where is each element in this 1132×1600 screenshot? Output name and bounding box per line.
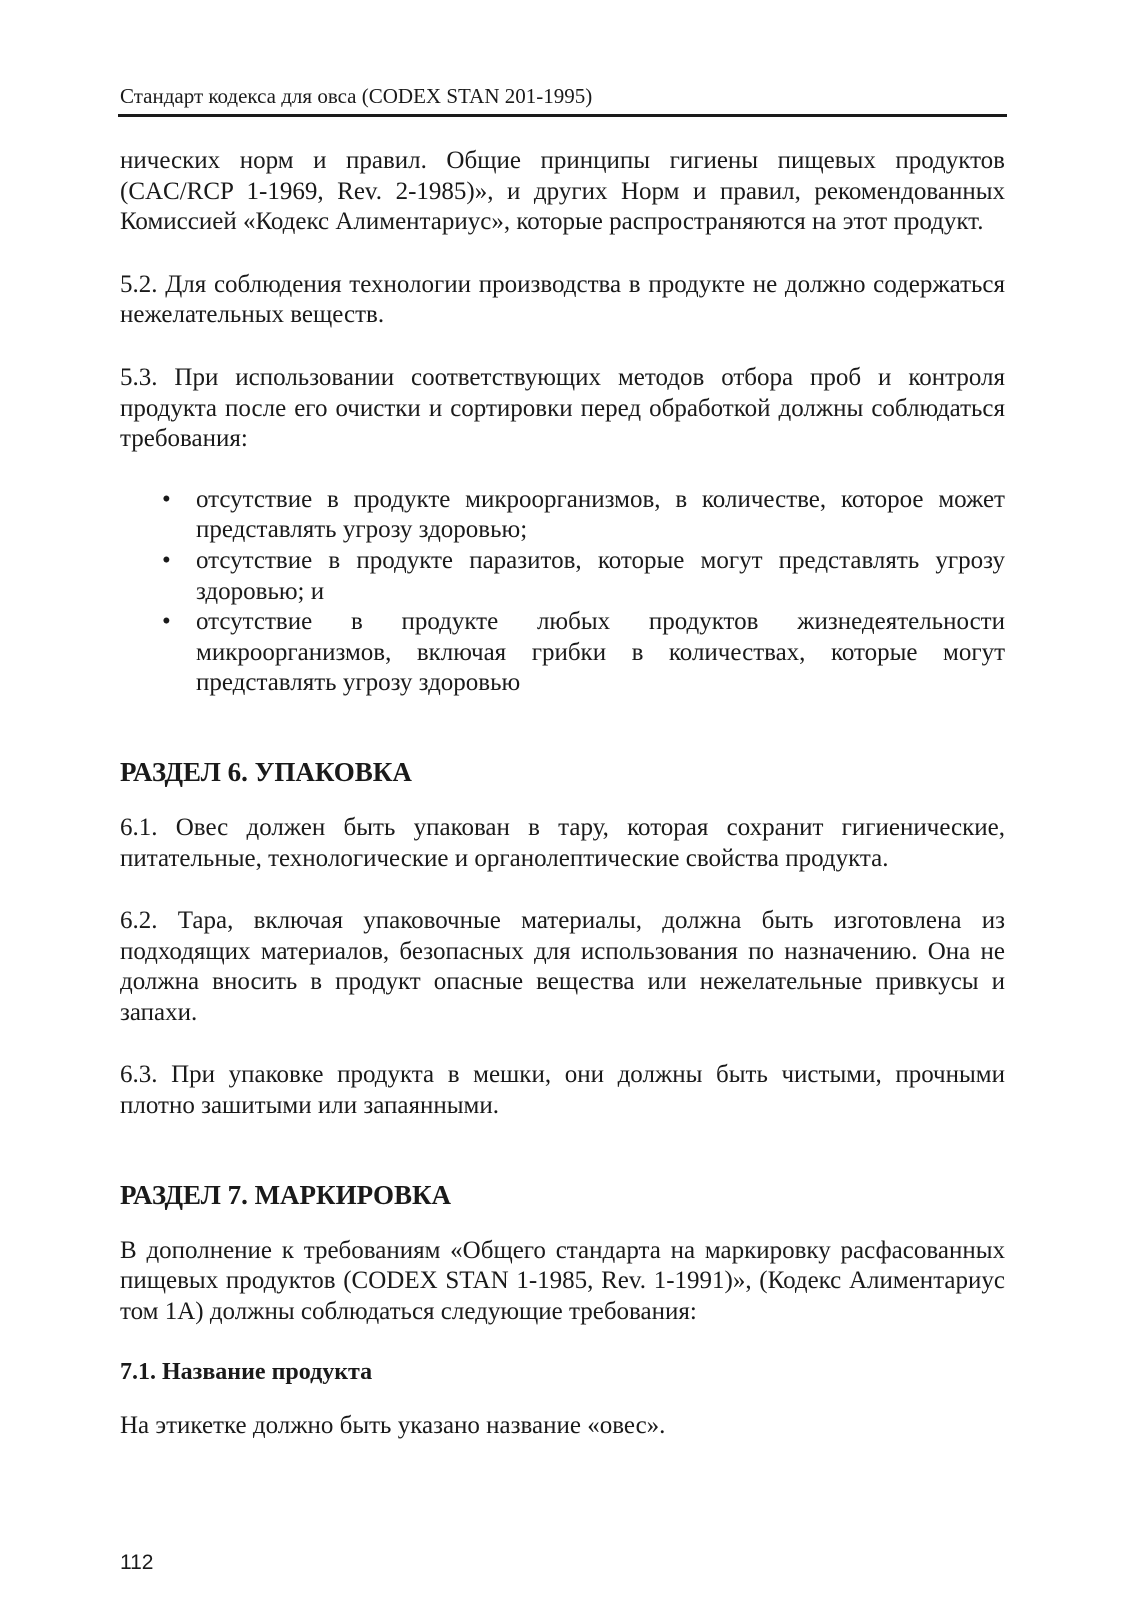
header-rule xyxy=(118,114,1007,117)
bullet-icon: • xyxy=(162,546,171,574)
list-item xyxy=(162,546,1005,607)
subsection-7-1-heading: 7.1. Название продукта xyxy=(120,1359,373,1386)
section-7-heading: РАЗДЕЛ 7. МАРКИРОВКА xyxy=(120,1179,452,1210)
paragraph-7-1: На этикетке должно быть указано название «овес». xyxy=(120,1412,666,1440)
section-6-heading: РАЗДЕЛ 6. УПАКОВКА xyxy=(120,756,412,787)
paragraph-7-intro: В дополнение к требованиям «Общего стандарта на маркировку расфасованных пищевых продуктов (CODEX STAN 1-1985, Rev. 1-1991)», (Кодекс Алиментариус том 1А) должны соблюдаться следующие требования: xyxy=(120,1236,1005,1325)
paragraph-6-3: 6.3. При упаковке продукта в мешки, они должны быть чистыми, прочными плотно зашитыми или запаянными. xyxy=(120,1061,1005,1120)
paragraph-5-2: 5.2. Для соблюдения технологии производства в продукте не должно содержаться нежелательных веществ. xyxy=(120,270,1005,329)
page-body xyxy=(120,146,1005,1442)
list-item-text: отсутствие в продукте любых продуктов жизнедеятельности микроорганизмов, включая грибки в количествах, которые могут представлять угрозу здоровью xyxy=(196,608,1005,697)
requirements-list xyxy=(120,485,1005,699)
list-item-text: отсутствие в продукте паразитов, которые могут представлять угрозу здоровью; и xyxy=(196,546,1005,605)
paragraph-6-1: 6.1. Овес должен быть упакован в тару, которая сохранит гигиенические, питательные, технологические и органолептические свойства продукта. xyxy=(120,813,1005,872)
list-item-text: отсутствие в продукте микроорганизмов, в количестве, которое может представлять угрозу здоровью; xyxy=(196,485,1005,544)
running-header: Стандарт кодекса для овса (CODEX STAN 201-1995) xyxy=(120,84,593,108)
bullet-icon: • xyxy=(162,485,171,513)
list-item xyxy=(162,485,1005,546)
paragraph-5-3: 5.3. При использовании соответствующих методов отбора проб и контроля продукта после его очистки и сортировки перед обработкой должны соблюдаться требования: xyxy=(120,363,1005,453)
intro-paragraph: нических норм и правил. Общие принципы гигиены пищевых продуктов (CAC/RCP 1-1969, Rev. 2-1985)», и других Норм и правил, рекомендованных Комиссией «Кодекс Алиментариус», которые распространяются на этот продукт. xyxy=(120,147,1005,236)
page-number: 112 xyxy=(120,1551,154,1574)
bullet-icon: • xyxy=(162,608,171,636)
list-item xyxy=(162,607,1005,699)
paragraph-6-2: 6.2. Тара, включая упаковочные материалы, должна быть изготовлена из подходящих материалов, безопасных для использования по назначению. Она не должна вносить в продукт опасные вещества или нежелательные привкусы и запахи. xyxy=(120,907,1005,1026)
